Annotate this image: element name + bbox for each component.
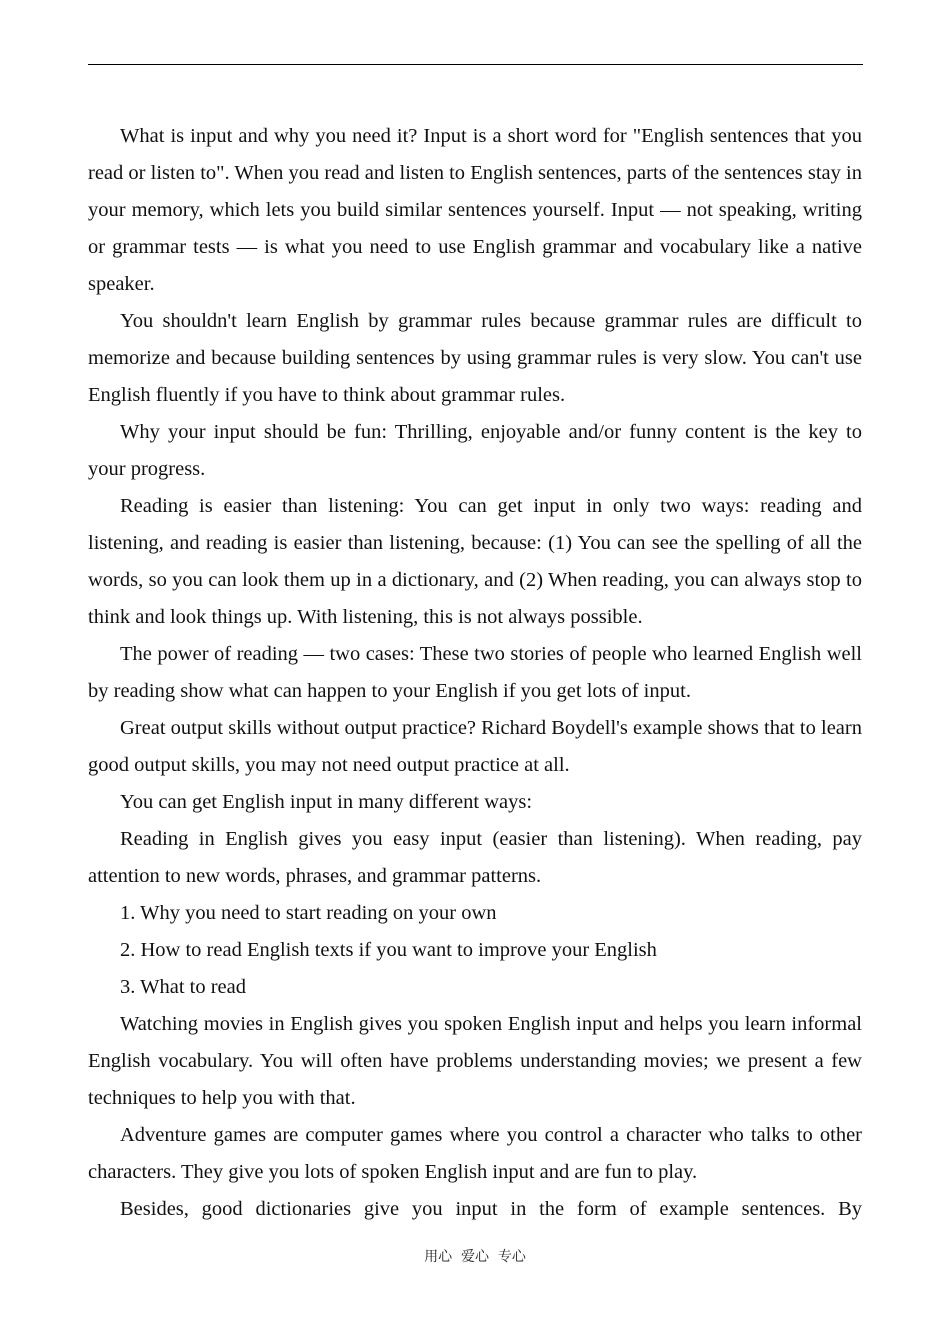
list-item: 3. What to read (120, 976, 246, 998)
paragraph-fun-input: Why your input should be fun: Thrilling, enjoyable and/or funny content is the key to your progress. (88, 421, 862, 480)
paragraph-input-definition: What is input and why you need it? Input is a short word for "English sentences that you read or listen to". When you read and listen to English sentences, parts of the sentences stay in your memory, which lets you build similar sentences yourself. Input — not speaking, writing or grammar tests — is what you need to use English grammar and vocabulary like a native speaker. (88, 125, 862, 295)
list-item: 1. Why you need to start reading on your own (120, 902, 497, 924)
page-footer: 用心 爱心 专心 (424, 1249, 526, 1265)
paragraph-adventure-games: Adventure games are computer games where you control a character who talks to other characters. They give you lots of spoken English input and are fun to play. (88, 1124, 862, 1183)
list-item: 2. How to read English texts if you want to improve your English (120, 939, 657, 961)
header-rule (88, 64, 863, 65)
paragraph-watching-movies: Watching movies in English gives you spoken English input and helps you learn informal English vocabulary. You will often have problems understanding movies; we present a few techniques to help you with that. (88, 1013, 862, 1109)
paragraph-power-of-reading: The power of reading — two cases: These two stories of people who learned English well by reading show what can happen to your English if you get lots of input. (88, 643, 862, 702)
paragraph-output-skills: Great output skills without output practice? Richard Boydell's example shows that to learn good output skills, you may not need output practice at all. (88, 717, 862, 776)
paragraph-dictionaries: Besides, good dictionaries give you input in the form of example sentences. By (120, 1198, 862, 1220)
paragraph-reading-in-english: Reading in English gives you easy input (easier than listening). When reading, pay attention to new words, phrases, and grammar patterns. (88, 828, 862, 887)
paragraph-reading-easier: Reading is easier than listening: You can get input in only two ways: reading and listening, and reading is easier than listening, because: (1) You can see the spelling of all the words, so you can look them up in a dictionary, and (2) When reading, you can always stop to think and look things up. With listening, this is not always possible. (88, 495, 862, 628)
paragraph-input-ways: You can get English input in many different ways: (120, 791, 533, 813)
paragraph-grammar-rules: You shouldn't learn English by grammar rules because grammar rules are difficult to memorize and because building sentences by using grammar rules is very slow. You can't use English fluently if you have to think about grammar rules. (88, 310, 862, 406)
document-body (88, 118, 862, 1228)
